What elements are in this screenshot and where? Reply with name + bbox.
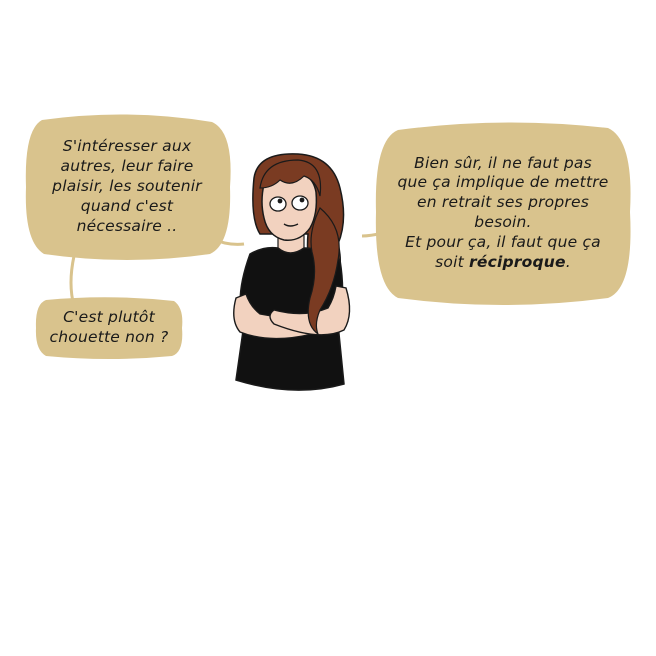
bubble-right-text [397,154,608,273]
speech-bubble-bottom [34,296,184,360]
pupil-left [278,199,283,204]
character-illustration [220,148,360,398]
speech-bubble-left [22,112,232,262]
pupil-right [300,198,305,203]
speech-bubble-right [372,120,634,306]
bubble-right-emphasis: réciproque [469,252,566,271]
bubble-bottom-text: C'est plutôt chouette non ? [49,308,169,346]
eye-left [270,197,286,211]
bubble-left-text: S'intéresser aux autres, leur faire plaisir, les soutenir quand c'est nécessaire .. [52,137,202,235]
bubble-right-main: Bien sûr, il ne faut pas que ça implique de mettre en retrait ses propres besoin. Et pour ça, il faut que ça soit [397,153,609,271]
eye-right [292,196,308,210]
bubble-right-end: . [565,252,571,271]
